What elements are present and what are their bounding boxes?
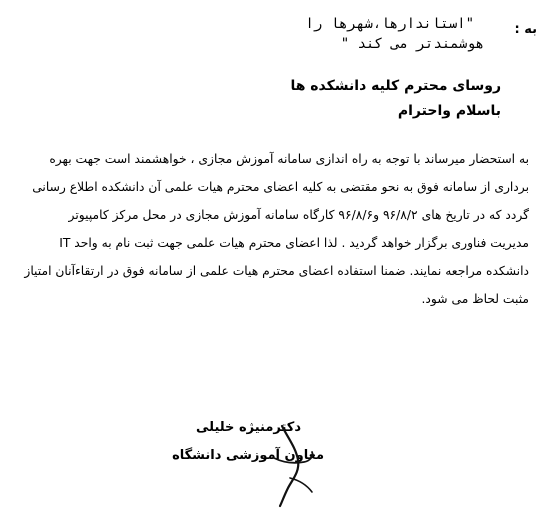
- signer-name: دکترمنیژه خلیلی: [195, 420, 301, 435]
- slogan-stamp-line-2: هوشمندتر می کند ": [340, 36, 484, 52]
- handwritten-signature: [252, 418, 332, 508]
- body-line: مثبت لحاظ می شود.: [421, 292, 529, 306]
- body-line: به استحضار میرساند با توجه به راه اندازی سامانه آموزش مجازی ، خواهشمند است جهت بهره: [49, 152, 529, 166]
- letter-body: [9, 145, 529, 313]
- body-line: گردد که در تاریخ های ۹۶/۸/۲ و۹۶/۸/۶ کارگاه سامانه آموزش مجازی در محل مرکز کامپیوتر: [68, 208, 529, 222]
- body-line: مدیریت فناوری برگزار خواهد گردید . لذا اعضای محترم هیات علمی جهت ثبت نام به واحد IT: [59, 236, 529, 250]
- signer-title: معاون آموزشی دانشگاه: [172, 448, 324, 463]
- body-line: برداری از سامانه فوق به نحو مقتضی به کلیه اعضای محترم هیات علمی آن دانشکده اطلاع رسانی: [32, 180, 529, 194]
- greeting-line: باسلام واحترام: [397, 103, 501, 119]
- slogan-stamp-line-1: "استاندارها،شهرها را: [305, 16, 474, 32]
- recipient-heading: روسای محترم کلیه دانشکده ها: [290, 78, 501, 94]
- recipient-prefix-label: به :: [514, 22, 537, 37]
- body-line: دانشکده مراجعه نمایند. ضمنا استفاده اعضای محترم هیات علمی از سامانه فوق در ارتقاءآنان امتیاز: [24, 264, 529, 278]
